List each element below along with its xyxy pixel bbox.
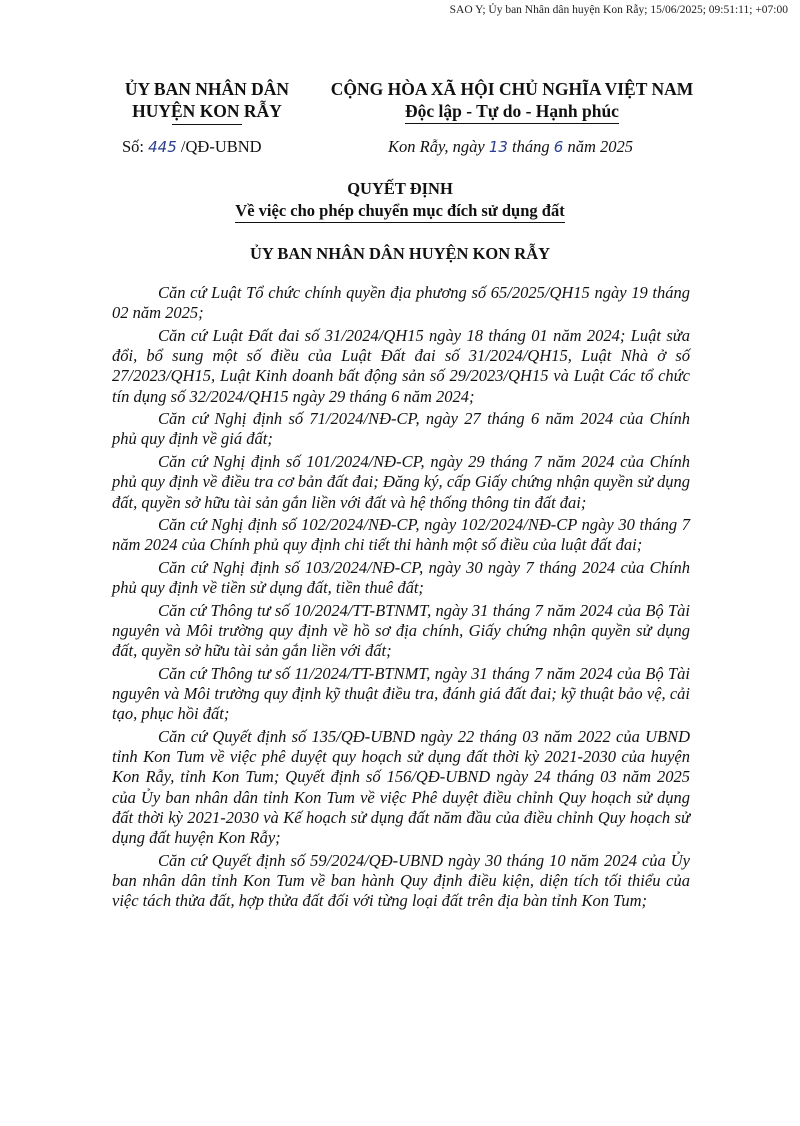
document-date (388, 137, 633, 157)
document-title-block (0, 178, 800, 223)
document-number (122, 137, 262, 157)
legal-basis-paragraph: Căn cứ Quyết định số 59/2024/QĐ-UBND ngày 30 tháng 10 năm 2024 của Ủy ban nhân dân tỉnh Kon Tum về ban hành Quy định điều kiện, diện tích tối thiểu của việc tách thửa đất, hợp thửa đất đối với từng loại đất trên địa bàn tỉnh Kon Tum; (112, 850, 690, 911)
agency-line-1: ỦY BAN NHÂN DÂN (124, 79, 290, 99)
legal-basis-paragraph: Căn cứ Nghị định số 101/2024/NĐ-CP, ngày 29 tháng 7 năm 2024 của Chính phủ quy định về điều tra cơ bản đất đai; Đăng ký, cấp Giấy chứng nhận quyền sử dụng đất, quyền sở hữu tài sản gắn liền với đất và hệ thống thông tin đất đai; (112, 451, 690, 512)
handwritten-day: 13 (488, 138, 508, 156)
agency-underline (172, 124, 242, 125)
handwritten-number: 445 (148, 138, 177, 156)
document-title: QUYẾT ĐỊNH (347, 179, 453, 198)
legal-basis-paragraph: Căn cứ Nghị định số 102/2024/NĐ-CP, ngày 102/2024/NĐ-CP ngày 30 tháng 7 năm 2024 của Chính phủ quy định chi tiết thi hành một số điều của luật đất đai; (112, 515, 690, 555)
document-subtitle: Về việc cho phép chuyển mục đích sử dụng đất (235, 200, 564, 223)
legal-basis-paragraph: Căn cứ Nghị định số 103/2024/NĐ-CP, ngày 30 ngày 7 tháng 2024 của Chính phủ quy định về tiền sử dụng đất, tiền thuê đất; (112, 557, 690, 598)
date-year-label: năm 2025 (563, 137, 633, 156)
date-prefix: Kon Rẫy, ngày (388, 137, 489, 156)
digital-signature-stamp: SAO Y; Ủy ban Nhân dân huyện Kon Rẫy; 15/06/2025; 09:51:11; +07:00 (449, 4, 788, 16)
handwritten-month: 6 (553, 138, 564, 156)
legal-basis-paragraph: Căn cứ Quyết định số 135/QĐ-UBND ngày 22 tháng 03 năm 2022 của UBND tỉnh Kon Tum về việc phê duyệt quy hoạch sử dụng đất thời kỳ 2021-2030 của huyện Kon Rẫy, tỉnh Kon Tum; Quyết định số 156/QĐ-UBND ngày 24 tháng 03 năm 2025 của Ủy ban nhân dân tỉnh Kon Tum về việc Phê duyệt điều chỉnh Quy hoạch sử dụng đất thời kỳ 2021-2030 và Kế hoạch sử dụng đất năm đầu của điều chỉnh Quy hoạch sử dụng đất huyện Kon Rẫy; (112, 726, 690, 848)
legal-basis-paragraph: Căn cứ Luật Tổ chức chính quyền địa phương số 65/2025/QH15 ngày 19 tháng 02 năm 2025; (112, 283, 690, 323)
date-month-label: tháng (507, 137, 554, 156)
legal-basis-paragraph: Căn cứ Luật Đất đai số 31/2024/QH15 ngày 18 tháng 01 năm 2024; Luật sửa đổi, bổ sung một số điều của Luật Đất đai số 31/2024/QH15, Luật Nhà ở số 27/2023/QH15, Luật Kinh doanh bất động sản số 29/2023/QH15 và Luật Các tổ chức tín dụng số 32/2024/QH15 ngày 29 tháng 6 năm 2024; (112, 325, 690, 406)
number-suffix: /QĐ-UBND (176, 137, 262, 156)
legal-basis-paragraph: Căn cứ Nghị định số 71/2024/NĐ-CP, ngày 27 tháng 6 năm 2024 của Chính phủ quy định về giá đất; (112, 409, 690, 449)
republic-name: CỘNG HÒA XÃ HỘI CHỦ NGHĨA VIỆT NAM (330, 79, 694, 99)
legal-basis-body (112, 283, 690, 914)
issuing-agency (112, 78, 302, 125)
number-prefix: Số: (122, 137, 149, 156)
national-header (314, 78, 710, 124)
legal-basis-paragraph: Căn cứ Thông tư số 10/2024/TT-BTNMT, ngày 31 tháng 7 năm 2024 của Bộ Tài nguyên và Môi trường quy định về hồ sơ địa chính, Giấy chứng nhận quyền sử dụng đất, quyền sở hữu tài sản gắn liền với đất; (112, 600, 690, 661)
agency-line-2: HUYỆN KON RẪY (132, 101, 282, 121)
national-motto: Độc lập - Tự do - Hạnh phúc (405, 100, 619, 124)
legal-basis-paragraph: Căn cứ Thông tư số 11/2024/TT-BTNMT, ngày 31 tháng 7 năm 2024 của Bộ Tài nguyên và Môi trường quy định kỹ thuật điều tra, đánh giá đất đai; kỹ thuật bảo vệ, cải tạo, phục hồi đất; (112, 663, 690, 724)
issuer-heading: ỦY BAN NHÂN DÂN HUYỆN KON RẪY (249, 244, 551, 263)
